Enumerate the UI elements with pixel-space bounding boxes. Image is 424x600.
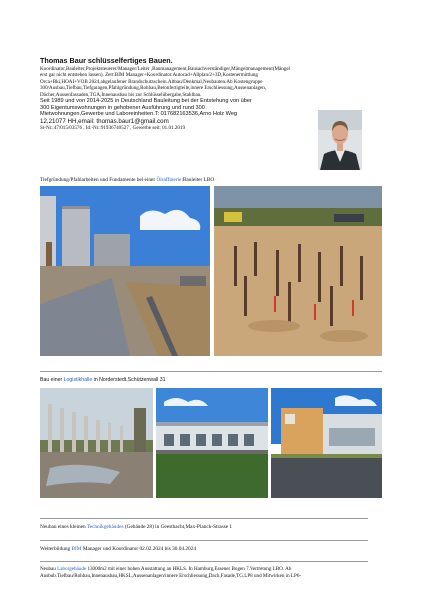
paragraph-text: Neubau <box>40 566 58 572</box>
intro-text <box>40 66 362 132</box>
caption-text: Manager und Koordinator 02.02.2024 bis 30.04.2024 <box>81 546 196 552</box>
bim-link[interactable]: BIM <box>71 546 82 552</box>
intro-line: Orca+Bki,HOAI+VOB 2024,abgelaufener Brandschutzschein.Altbau/Denkmal,Neubauten.Ab Kostengruppe <box>40 78 263 85</box>
intro-line: 300 Eigentumswohnungen in gehobener Ausführung und rund 300 <box>40 104 205 111</box>
intro-line: Mietwohnungen,Gewerbe und Laboreinheiten.T: 017682163536,Arno Holz Weg <box>40 111 238 118</box>
refinery-link[interactable]: Ölraffinerie <box>156 177 182 183</box>
logistics-photo-3 <box>271 388 382 498</box>
refinery-photo-2 <box>214 186 382 356</box>
refinery-illustration-1 <box>40 186 210 356</box>
paragraph-line <box>40 566 301 573</box>
section-caption-refinery <box>40 177 214 183</box>
caption-text: Tiefgründung/Pfahlarbeiten und Fundamente bei einer <box>40 177 157 183</box>
section-divider <box>40 518 368 519</box>
logistics-illustration-2 <box>156 388 268 498</box>
caption-text: Neubau eines kleinen <box>40 524 87 530</box>
caption-text: Bau einer <box>40 377 64 383</box>
section-caption-bim-training <box>40 546 196 552</box>
intro-line: Koordinator,Bauleiter,Projektsteuerer/Manager/Leiter ,Baumanagement,Bausachverständiger,Mängelmanagement(Mängel <box>40 66 291 72</box>
portrait-photo <box>318 110 362 170</box>
logistics-illustration-1 <box>40 388 153 498</box>
logistics-illustration-3 <box>271 388 382 498</box>
laboratory-link[interactable]: Laborgebäude <box>57 566 87 572</box>
paragraph-line: Ausbub.Tiefbau/Rohbau,Innenausbau,HKSL,Aussenanlagen/innere Erschliessung,Dach,Fasade,TG.LP8 und Mitwirken in LP6- <box>40 573 302 579</box>
intro-line: Dächer,Aussenfassaden,TGA,Innenausbau bis zur Schlüsselübergabe,Stahlbau. <box>40 91 202 98</box>
intro-line: Seit 1989 und von 2014-2025 in Deutschland Bauleitung bei der Entstehung von über <box>40 98 252 105</box>
technical-building-link[interactable]: Technikgebäudes <box>86 524 124 530</box>
caption-text: (Gebäude 28) in Geesthacht,Max-Planck-Strasse 1 <box>123 524 233 530</box>
intro-line: erst gar nicht entstehen lassen). Zert.BIM Manager+Koordinator.Autocad+Allplan/2+3D,Kostenermittlung <box>40 72 258 79</box>
logistics-photo-1 <box>40 388 153 498</box>
intro-line: 300/Ausbau,Tiefbau,Tiefgaragen,Pfahlgründung,Rohbau,Betonfertigteile,innere Erschliessung,Aussenanlagen, <box>40 85 267 92</box>
tax-line: St-Nr.:47/015/03576 , Id.-Nr.:91936740527 , Gewerbe seit: 01.01.2019 <box>40 125 186 132</box>
paragraph-text: 13000m2 mit einer hohen Ausstattung an HKLS. In Hamburg,Essener Bogen 7.Vertretung LBO. Ab <box>86 566 292 572</box>
caption-text: :Bauleiter LBO <box>181 177 215 183</box>
contact-line: 12,21077 HH,email: thomas.baur1@gmail.com <box>40 117 169 125</box>
refinery-photo-1 <box>40 186 210 356</box>
section-caption-technical-building <box>40 524 232 530</box>
logistics-link[interactable]: Logistikhalle <box>63 377 93 383</box>
logistics-photo-2 <box>156 388 268 498</box>
refinery-illustration-2 <box>214 186 382 356</box>
caption-text: in Norderstedt,Schützenwall 31 <box>92 377 166 383</box>
section-divider <box>40 540 368 541</box>
section-paragraph-laboratory <box>40 566 301 580</box>
page-title: Thomas Baur schlüsselfertiges Bauen. <box>40 56 173 65</box>
section-divider <box>40 561 368 562</box>
section-caption-logistics <box>40 377 165 383</box>
section-divider <box>40 371 382 372</box>
caption-text: Weiterbildung <box>40 546 72 552</box>
portrait-illustration <box>318 110 362 170</box>
